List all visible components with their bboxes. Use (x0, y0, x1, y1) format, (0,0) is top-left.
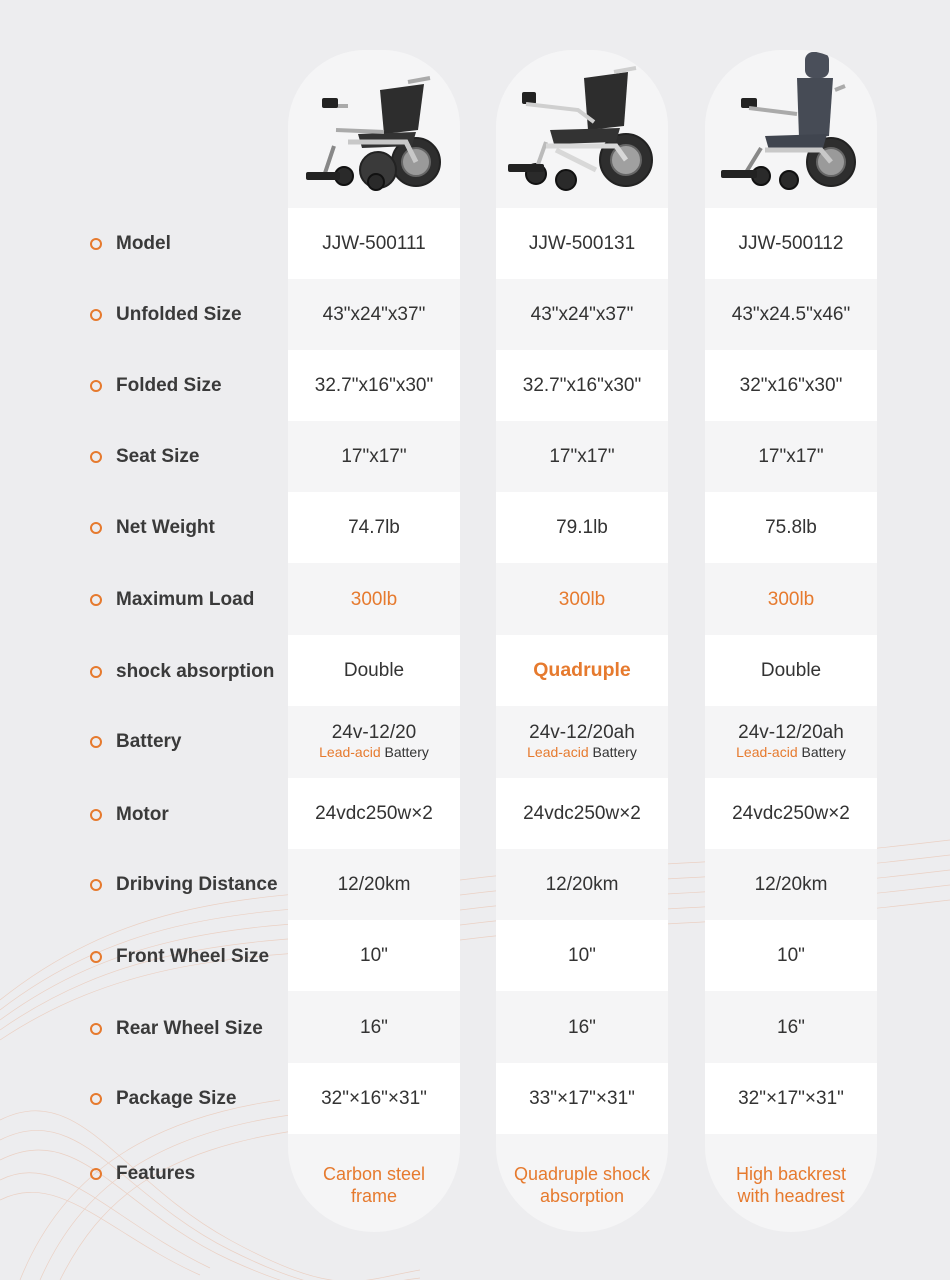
cell-battery (705, 706, 877, 777)
cell-unfolded-size: 43"x24.5"x46" (705, 279, 877, 350)
wheelchair-headrest-icon (705, 50, 877, 208)
row-label-maximum-load: Maximum Load (90, 585, 254, 615)
features-line-1: Quadruple shock (513, 1164, 651, 1184)
cell-motor: 24vdc250w×2 (288, 778, 460, 849)
cell-unfolded-size: 43"x24"x37" (288, 279, 460, 350)
wheelchair-icon (288, 50, 460, 208)
cell-features (288, 1150, 460, 1220)
cell-net-weight: 75.8lb (705, 492, 877, 563)
cell-net-weight: 79.1lb (496, 492, 668, 563)
cell-seat-size: 17"x17" (496, 421, 668, 492)
cell-front-wheel-size: 10" (496, 920, 668, 991)
cell-folded-size: 32.7"x16"x30" (496, 350, 668, 421)
bullet-icon (90, 809, 102, 821)
cell-battery (288, 706, 460, 777)
features-line-2: absorption (539, 1186, 625, 1206)
cell-folded-size: 32"x16"x30" (705, 350, 877, 421)
cell-model: JJW-500112 (705, 208, 877, 279)
cell-driving-distance: 12/20km (705, 849, 877, 920)
cell-folded-size: 32.7"x16"x30" (288, 350, 460, 421)
row-label-seat-size: Seat Size (90, 442, 199, 472)
row-label-shock-absorption: shock absorption (90, 657, 274, 687)
cell-front-wheel-size: 10" (705, 920, 877, 991)
battery-chemistry: Lead-acid (319, 744, 381, 760)
row-label-folded-size: Folded Size (90, 371, 222, 401)
cell-seat-size: 17"x17" (288, 421, 460, 492)
bullet-icon (90, 451, 102, 463)
features-line-2: frame (350, 1186, 397, 1206)
cell-driving-distance: 12/20km (496, 849, 668, 920)
row-label-net-weight: Net Weight (90, 513, 215, 543)
cell-battery (496, 706, 668, 777)
battery-type-line (736, 743, 846, 761)
cell-net-weight: 74.7lb (288, 492, 460, 563)
battery-spec: 24v-12/20ah (529, 722, 635, 743)
cell-shock-absorption: Double (705, 635, 877, 706)
cell-maximum-load: 300lb (496, 564, 668, 635)
product-column-3 (705, 50, 877, 1232)
features-line-1: Carbon steel (322, 1164, 426, 1184)
bullet-icon (90, 951, 102, 963)
row-label-rear-wheel-size: Rear Wheel Size (90, 1014, 263, 1044)
bullet-icon (90, 309, 102, 321)
cell-package-size: 32"×17"×31" (705, 1063, 877, 1134)
cell-features (496, 1150, 668, 1220)
product-column-1 (288, 50, 460, 1232)
cell-maximum-load: 300lb (288, 564, 460, 635)
cell-package-size: 33"×17"×31" (496, 1063, 668, 1134)
bullet-icon (90, 380, 102, 392)
battery-word: Battery (588, 744, 637, 760)
bullet-icon (90, 1023, 102, 1035)
product-image-area (288, 50, 460, 208)
cell-motor: 24vdc250w×2 (496, 778, 668, 849)
product-image-area (496, 50, 668, 208)
cell-unfolded-size: 43"x24"x37" (496, 279, 668, 350)
cell-driving-distance: 12/20km (288, 849, 460, 920)
battery-chemistry: Lead-acid (527, 744, 589, 760)
cell-rear-wheel-size: 16" (288, 992, 460, 1063)
cell-shock-absorption: Double (288, 635, 460, 706)
battery-word: Battery (380, 744, 429, 760)
bullet-icon (90, 238, 102, 250)
wheelchair-icon (496, 50, 668, 208)
row-label-features: Features (90, 1159, 195, 1189)
product-column-2 (496, 50, 668, 1232)
row-label-driving-distance: Dribving Distance (90, 870, 278, 900)
cell-front-wheel-size: 10" (288, 920, 460, 991)
row-label-motor: Motor (90, 800, 169, 830)
cell-package-size: 32"×16"×31" (288, 1063, 460, 1134)
row-label-battery: Battery (90, 727, 181, 757)
row-label-unfolded-size: Unfolded Size (90, 300, 242, 330)
bullet-icon (90, 879, 102, 891)
bullet-icon (90, 666, 102, 678)
cell-motor: 24vdc250w×2 (705, 778, 877, 849)
cell-features (705, 1150, 877, 1220)
bullet-icon (90, 522, 102, 534)
row-label-front-wheel-size: Front Wheel Size (90, 942, 269, 972)
bullet-icon (90, 736, 102, 748)
row-label-model: Model (90, 229, 171, 259)
cell-model: JJW-500131 (496, 208, 668, 279)
battery-spec: 24v-12/20ah (738, 722, 844, 743)
features-line-1: High backrest (735, 1164, 847, 1184)
product-image-area (705, 50, 877, 208)
bullet-icon (90, 1093, 102, 1105)
cell-shock-absorption: Quadruple (496, 635, 668, 706)
cell-maximum-load: 300lb (705, 564, 877, 635)
cell-seat-size: 17"x17" (705, 421, 877, 492)
battery-spec: 24v-12/20 (331, 722, 417, 743)
cell-rear-wheel-size: 16" (705, 992, 877, 1063)
battery-chemistry: Lead-acid (736, 744, 798, 760)
battery-type-line (319, 743, 429, 761)
battery-word: Battery (797, 744, 846, 760)
row-label-package-size: Package Size (90, 1084, 236, 1114)
bullet-icon (90, 594, 102, 606)
features-line-2: with headrest (737, 1186, 845, 1206)
cell-rear-wheel-size: 16" (496, 992, 668, 1063)
cell-model: JJW-500111 (288, 208, 460, 279)
bullet-icon (90, 1168, 102, 1180)
battery-type-line (527, 743, 637, 761)
